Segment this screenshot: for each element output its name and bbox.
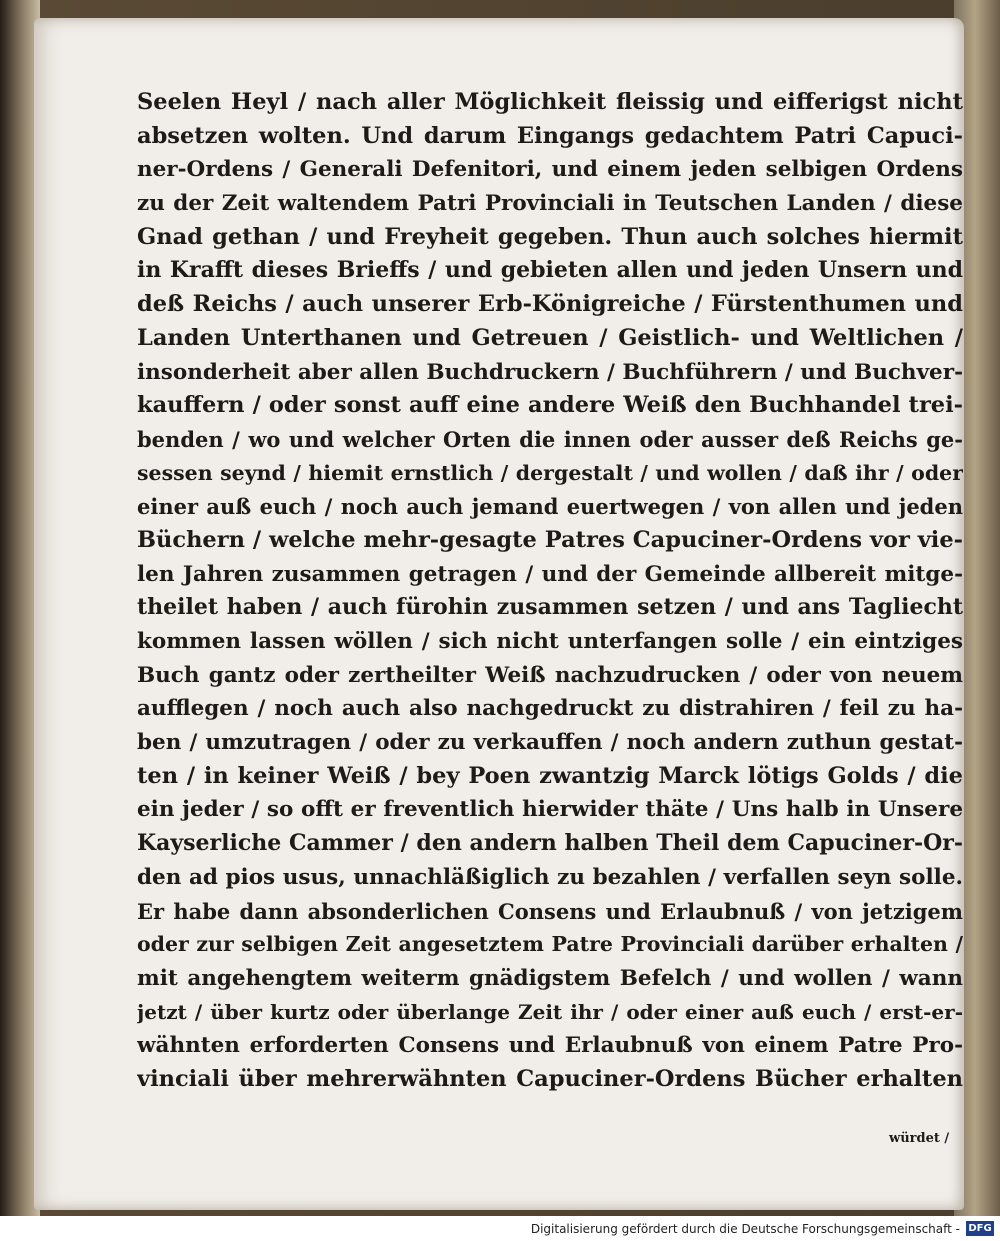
text-line: kommen lassen wöllen / sich nicht unterfangen solle / ein eintziges bbox=[137, 629, 963, 654]
text-line: ein jeder / so offt er freventlich hierwider thäte / Uns halb in Unsere bbox=[137, 797, 963, 823]
text-line: Gnad gethan / und Freyheit gegeben. Thun auch solches hiermit bbox=[137, 223, 963, 250]
funding-credit: Digitalisierung gefördert durch die Deutsche Forschungsgemeinschaft - bbox=[530, 1222, 960, 1236]
text-line: aufflegen / noch auch also nachgedruckt zu distrahiren / feil zu ha- bbox=[137, 696, 963, 722]
text-line: zu der Zeit waltendem Patri Provinciali in Teutschen Landen / diese bbox=[137, 191, 963, 217]
text-line: in Krafft dieses Brieffs / und gebieten allen und jeden Unsern und bbox=[137, 257, 963, 284]
catchword: würdet / bbox=[889, 1131, 950, 1146]
text-line: den ad pios usus, unnachläßiglich zu bezahlen / verfallen seyn solle. bbox=[137, 864, 963, 890]
text-line: Kayserliche Cammer / den andern halben Theil dem Capuciner-Or- bbox=[137, 830, 963, 857]
text-line: deß Reichs / auch unserer Erb-Königreiche / Fürstenthumen und bbox=[137, 291, 963, 318]
text-line: Seelen Heyl / nach aller Möglichkeit fleissig und eifferigst nicht bbox=[137, 89, 963, 115]
text-line: theilet haben / auch fürohin zusammen setzen / und ans Tagliecht bbox=[137, 594, 963, 621]
text-line: insonderheit aber allen Buchdruckern / Buchführern / und Buchver- bbox=[137, 359, 963, 385]
text-line: ben / umzutragen / oder zu verkauffen / noch andern zuthun gestat- bbox=[137, 730, 963, 756]
page-text-block bbox=[137, 86, 963, 1097]
text-line: absetzen wolten. Und darum Eingangs gedachtem Patri Capuci- bbox=[137, 122, 963, 149]
text-line: jetzt / über kurtz oder überlange Zeit ihr / oder einer auß euch / erst-er- bbox=[137, 999, 963, 1024]
text-line: einer auß euch / noch auch jemand euertwegen / von allen und jeden bbox=[137, 494, 963, 520]
text-line: len Jahren zusammen getragen / und der Gemeinde allbereit mitge- bbox=[137, 561, 963, 587]
text-line: mit angehengtem weiterm gnädigstem Befelch / und wollen / wann bbox=[137, 965, 963, 991]
book-page bbox=[34, 18, 964, 1210]
text-line: vinciali über mehrerwähnten Capuciner-Ordens Bücher erhalten bbox=[137, 1065, 963, 1092]
text-line: Büchern / welche mehr-gesagte Patres Capuciner-Ordens vor vie- bbox=[137, 526, 963, 553]
digitization-footer bbox=[0, 1216, 1000, 1241]
text-line: wähnten erforderten Consens und Erlaubnuß von einem Patre Pro- bbox=[137, 1033, 963, 1059]
text-line: Landen Unterthanen und Getreuen / Geistlich- und Weltlichen / bbox=[137, 324, 963, 351]
text-line: ner-Ordens / Generali Defenitori, und einem jeden selbigen Ordens bbox=[137, 157, 963, 183]
text-line: benden / wo und welcher Orten die innen oder ausser deß Reichs ge- bbox=[137, 426, 963, 452]
text-line: sessen seynd / hiemit ernstlich / dergestalt / und wollen / daß ihr / oder bbox=[137, 460, 963, 485]
text-line: Buch gantz oder zertheilter Weiß nachzudrucken / oder von neuem bbox=[137, 662, 963, 688]
text-line: kauffern / oder sonst auff eine andere Weiß den Buchhandel trei- bbox=[137, 392, 963, 419]
text-line: Er habe dann absonderlichen Consens und Erlaubnuß / von jetzigem bbox=[137, 898, 963, 924]
text-line: ten / in keiner Weiß / bey Poen zwantzig Marck lötigs Golds / die bbox=[137, 762, 963, 789]
dfg-logo: DFG bbox=[966, 1221, 994, 1236]
text-line: oder zur selbigen Zeit angesetztem Patre Provinciali darüber erhalten / bbox=[137, 932, 963, 957]
